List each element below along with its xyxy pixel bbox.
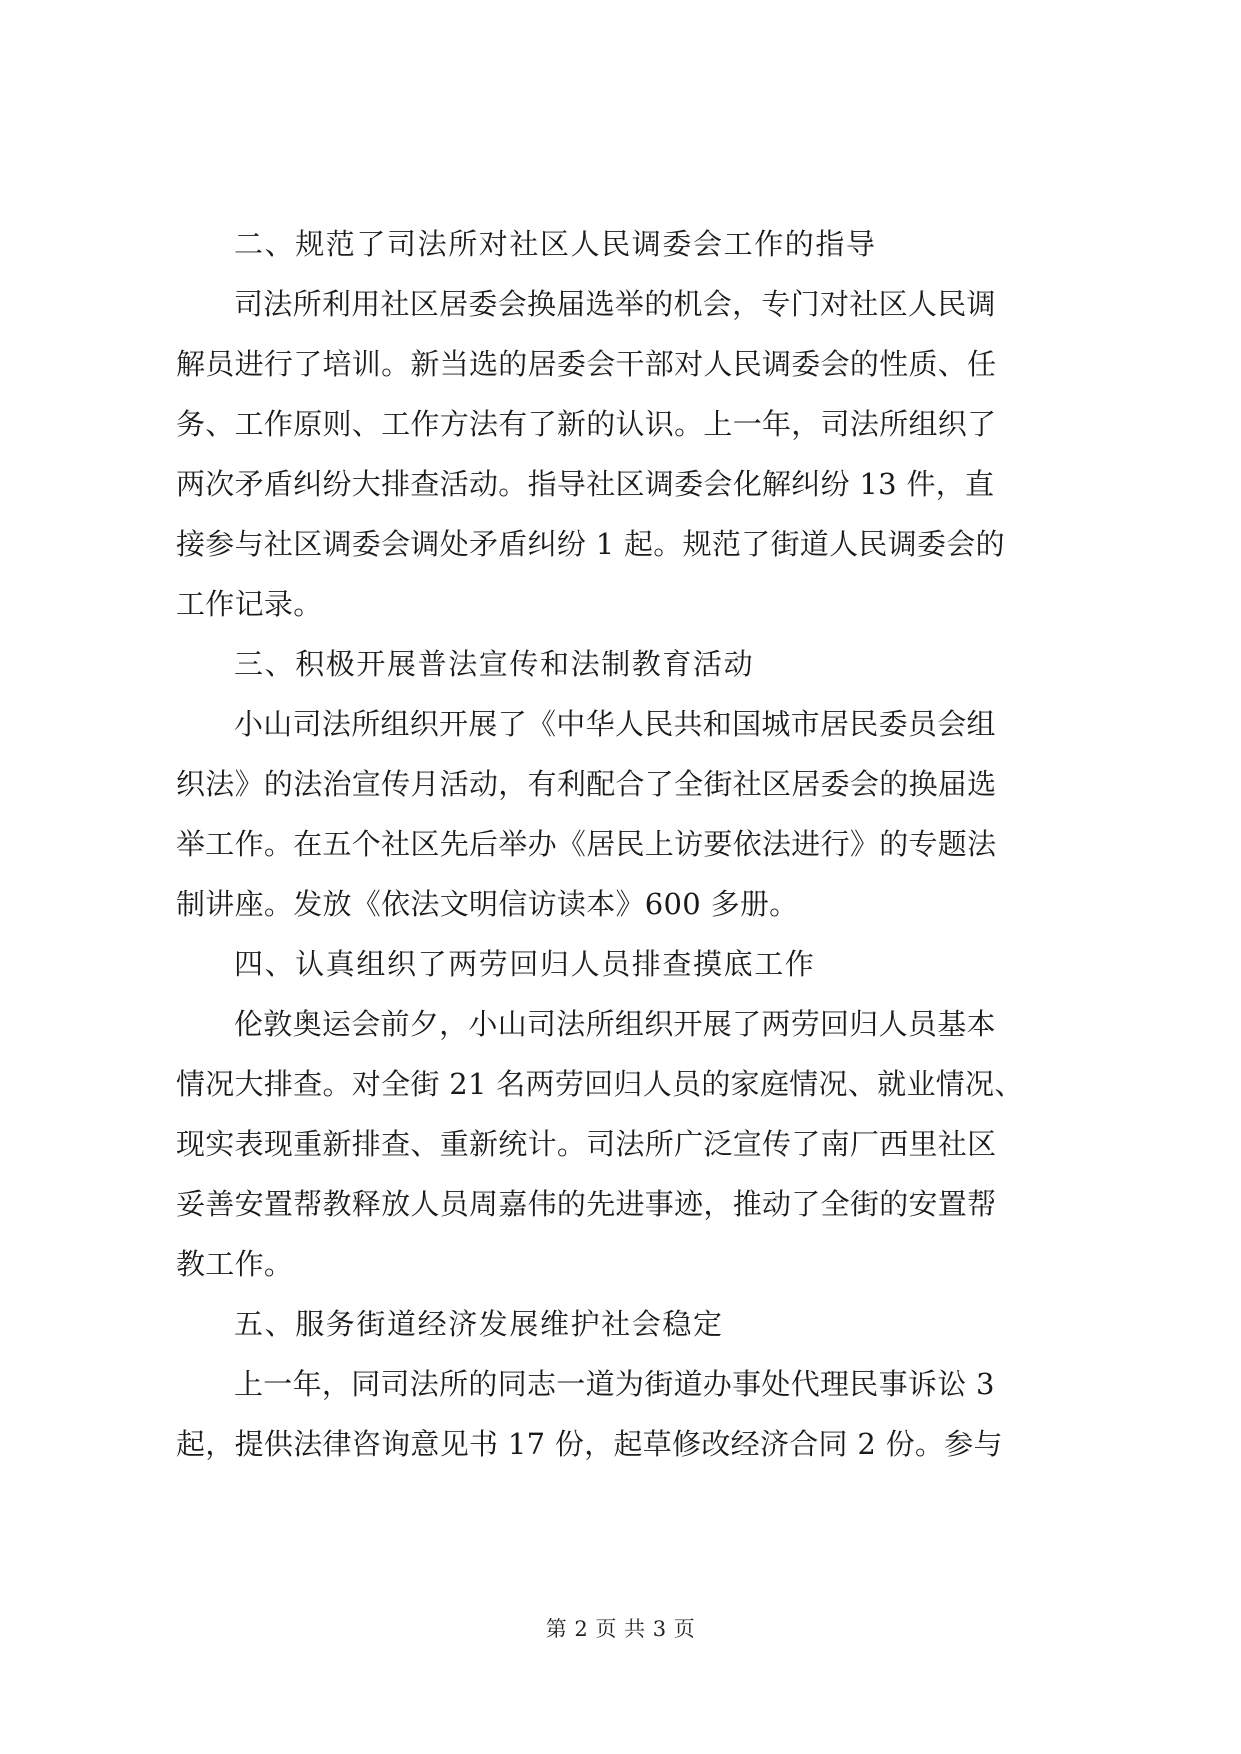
body-paragraph — [176, 1354, 1064, 1474]
heading-line: 四、认真组织了两劳回归人员排查摸底工作 — [234, 947, 816, 981]
paragraph-line: 解员进行了培训。新当选的居委会干部对人民调委会的性质、任 — [176, 347, 997, 381]
paragraph-line: 教工作。 — [176, 1247, 294, 1281]
heading-line: 三、积极开展普法宣传和法制教育活动 — [234, 647, 755, 681]
section-heading — [176, 214, 1064, 274]
body-paragraph — [176, 274, 1064, 634]
paragraph-line: 妥善安置帮教释放人员周嘉伟的先进事迹，推动了全街的安置帮 — [176, 1187, 997, 1221]
heading-line: 五、服务街道经济发展维护社会稳定 — [234, 1307, 724, 1341]
page-footer: 第 2 页 共 3 页 — [545, 1617, 696, 1641]
paragraph-line: 小山司法所组织开展了《中华人民共和国城市居民委员会组 — [234, 707, 996, 741]
section-heading — [176, 934, 1064, 994]
paragraph-line: 伦敦奥运会前夕，小山司法所组织开展了两劳回归人员基本 — [234, 1007, 996, 1041]
paragraph-line: 举工作。在五个社区先后举办《居民上访要依法进行》的专题法 — [176, 827, 997, 861]
paragraph-line: 两次矛盾纠纷大排查活动。指导社区调委会化解纠纷 13 件，直 — [176, 467, 995, 501]
paragraph-line: 务、工作原则、工作方法有了新的认识。上一年，司法所组织了 — [176, 407, 997, 441]
paragraph-line: 情况大排查。对全街 21 名两劳回归人员的家庭情况、就业情况、 — [176, 1067, 1024, 1101]
section-heading — [176, 634, 1064, 694]
document-body — [176, 214, 1064, 1474]
section-heading — [176, 1294, 1064, 1354]
paragraph-line: 工作记录。 — [176, 587, 323, 621]
paragraph-line: 接参与社区调委会调处矛盾纠纷 1 起。规范了街道人民调委会的 — [176, 527, 1005, 561]
paragraph-line: 织法》的法治宣传月活动，有利配合了全街社区居委会的换届选 — [176, 767, 997, 801]
paragraph-line: 现实表现重新排查、重新统计。司法所广泛宣传了南厂西里社区 — [176, 1127, 997, 1161]
body-paragraph — [176, 694, 1064, 934]
heading-line: 二、规范了司法所对社区人民调委会工作的指导 — [234, 227, 877, 261]
paragraph-line: 上一年，同司法所的同志一道为街道办事处代理民事诉讼 3 — [234, 1367, 995, 1401]
body-paragraph — [176, 994, 1064, 1294]
paragraph-line: 司法所利用社区居委会换届选举的机会，专门对社区人民调 — [234, 287, 996, 321]
paragraph-line: 起，提供法律咨询意见书 17 份，起草修改经济合同 2 份。参与 — [176, 1427, 1003, 1461]
paragraph-line: 制讲座。发放《依法文明信访读本》600 多册。 — [176, 887, 799, 921]
